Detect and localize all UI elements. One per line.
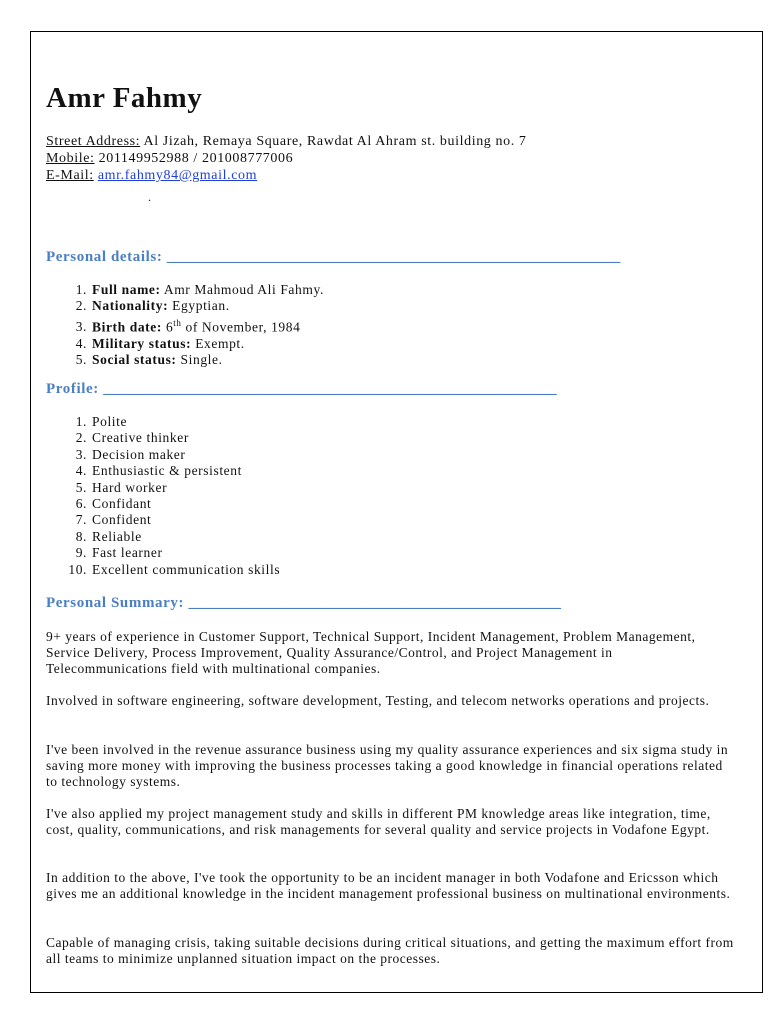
document-page	[30, 31, 763, 993]
email-label: E-Mail:	[46, 168, 94, 183]
section-rule: ________________________________________________________	[166, 249, 621, 265]
list-item: 1. Polite	[91, 414, 280, 430]
mobile-line	[46, 150, 527, 167]
address-value: Al Jizah, Remaya Square, Rawdat Al Ahram st. building no. 7	[140, 134, 527, 149]
mobile-label: Mobile:	[46, 151, 95, 166]
list-item: 5. Social status: Single.	[91, 352, 324, 368]
section-rule: ________________________________________________________	[103, 381, 557, 397]
list-item: 8. Reliable	[91, 529, 280, 545]
summary-paragraph: 9+ years of experience in Customer Support, Technical Support, Incident Management, Problem Management, Service Delivery, Process Improvement, Quality Assurance/Control, and Project Management in Telecommunications field with multinational companies.	[46, 629, 696, 676]
address-line	[46, 133, 527, 150]
applicant-name: Amr Fahmy	[46, 82, 203, 114]
email-link[interactable]: amr.fahmy84@gmail.com	[97, 168, 258, 183]
list-item: 4. Military status: Exempt.	[91, 336, 324, 352]
list-item: 2. Nationality: Egyptian.	[91, 298, 324, 314]
list-item: 3. Decision maker	[91, 447, 280, 463]
list-item: 1. Full name: Amr Mahmoud Ali Fahmy.	[91, 282, 324, 298]
personal-details-list	[46, 282, 324, 369]
mobile-value: 201149952988 / 201008777006	[94, 151, 294, 166]
section-title: Personal details:	[46, 249, 163, 265]
list-item: 9. Fast learner	[91, 545, 280, 561]
list-item: 2. Creative thinker	[91, 430, 280, 446]
summary-paragraph: I've been involved in the revenue assurance business using my quality assurance experiences and six sigma study in saving more money with improving the business processes taking a good knowledge in financial operations related to technology systems.	[46, 742, 729, 789]
section-heading-profile	[46, 381, 557, 398]
summary-paragraph: Capable of managing crisis, taking suitable decisions during critical situations, and getting the maximum effort from all teams to minimize unplanned situation impact on the processes.	[46, 935, 734, 966]
list-item: 5. Hard worker	[91, 480, 280, 496]
section-heading-personal-details	[46, 249, 620, 266]
contact-block	[46, 133, 527, 184]
list-item: 3. Birth date: 6th of November, 1984	[91, 315, 324, 336]
summary-paragraph: In addition to the above, I've took the opportunity to be an incident manager in both Vodafone and Ericsson which gives me an additional knowledge in the incident management professional business on multinational environments.	[46, 870, 731, 901]
section-heading-personal-summary	[46, 595, 561, 612]
section-title: Personal Summary:	[46, 595, 185, 611]
email-line	[46, 167, 527, 184]
stray-mark: .	[148, 190, 151, 204]
list-item: 7. Confident	[91, 512, 280, 528]
summary-paragraph: I've also applied my project management study and skills in different PM knowledge areas like integration, time, cost, quality, communications, and risk managements for several quality and service projects in Vodafone Egypt.	[46, 806, 711, 837]
profile-list	[46, 414, 280, 578]
section-rule: ______________________________________________	[188, 595, 562, 611]
section-title: Profile:	[46, 381, 99, 397]
list-item: 10. Excellent communication skills	[91, 562, 280, 578]
list-item: 6. Confidant	[91, 496, 280, 512]
address-label: Street Address:	[46, 134, 141, 149]
list-item: 4. Enthusiastic & persistent	[91, 463, 280, 479]
summary-paragraph: Involved in software engineering, software development, Testing, and telecom networks operations and projects.	[46, 693, 710, 708]
